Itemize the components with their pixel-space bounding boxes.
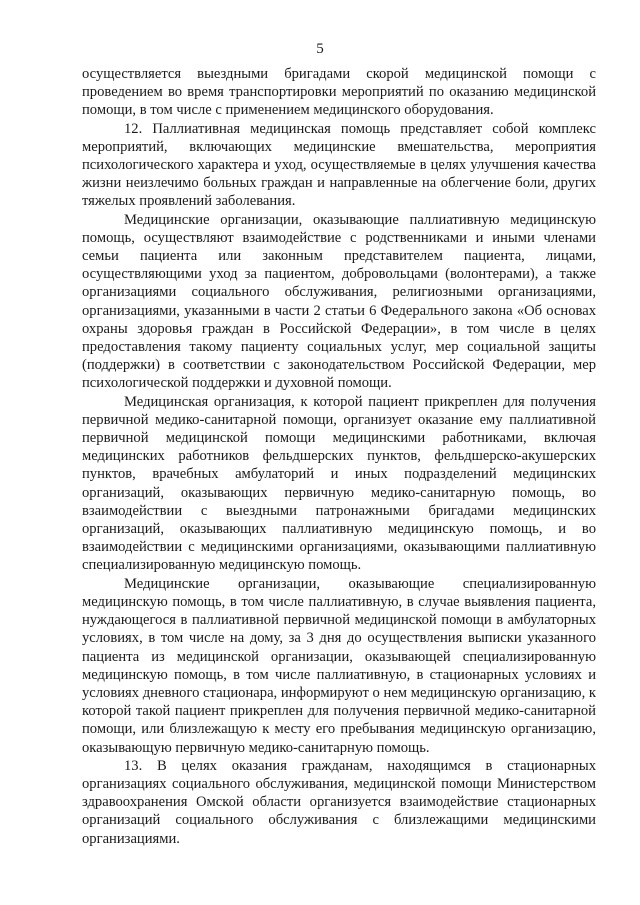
document-body: [82, 65, 596, 848]
paragraph-specialized-care: Медицинские организации, оказывающие специализированную медицинскую помощь, в том числе паллиативную, в случае выявления пациента, нуждающегося в паллиативной первичной медицинской помощи в амбулаторных условиях, в том числе на дому, за 3 дня до осуществления выписки указанного пациента из медицинской организации, оказывающей специализированную медицинскую помощь, в том числе паллиативную, в стационарных условиях и условиях дневного стационара, информируют о нем медицинскую организацию, к которой такой пациент прикреплен для получения первичной медико-санитарной помощи, или близлежащую к месту его пребывания медицинскую организацию, оказывающую первичную медико-санитарную помощь.: [82, 575, 596, 756]
paragraph-item-13: 13. В целях оказания гражданам, находящимся в стационарных организациях социального обслуживания, медицинской помощи Министерством здравоохранения Омской области организуется взаимодействие стационарных организаций социального обслуживания с близлежащими медицинскими организациями.: [82, 757, 596, 847]
paragraph-primary-care: Медицинская организация, к которой пациент прикреплен для получения первичной медико-санитарной помощи, организует оказание ему паллиативной первичной медицинской помощи медицинскими работниками, включая медицинских работников фельдшерских пунктов, фельдшерско-акушерских пунктов, врачебных амбулаторий и иных подразделений медицинских организаций, оказывающих первичную медико-санитарную помощь, во взаимодействии с выездными патронажными бригадами медицинских организаций, оказывающих паллиативную медицинскую помощь, и во взаимодействии с медицинскими организациями, оказывающими паллиативную специализированную медицинскую помощь.: [82, 393, 596, 574]
paragraph-item-12: 12. Паллиативная медицинская помощь представляет собой комплекс мероприятий, включающих медицинские вмешательства, мероприятия психологического характера и уход, осуществляемые в целях улучшения качества жизни неизлечимо больных граждан и направленные на облегчение боли, других тяжелых проявлений заболевания.: [82, 120, 596, 210]
paragraph-continuation: осуществляется выездными бригадами скорой медицинской помощи с проведением во время транспортировки мероприятий по оказанию медицинской помощи, в том числе с применением медицинского оборудования.: [82, 66, 596, 119]
paragraph-interaction: Медицинские организации, оказывающие паллиативную медицинскую помощь, осуществляют взаимодействие с родственниками и иными членами семьи пациента или законным представителем пациента, лицами, осуществляющими уход за пациентом, добровольцами (волонтерами), а также организациями социального обслуживания, религиозными организациями, организациями, указанными в части 2 статьи 6 Федерального закона «Об основах охраны здоровья граждан в Российской Федерации», в том числе в целях предоставления такому пациенту социальных услуг, мер социальной защиты (поддержки) в соответствии с законодательством Российской Федерации, мер психологической поддержки и духовной помощи.: [82, 211, 596, 392]
page-number: 5: [316, 41, 324, 57]
